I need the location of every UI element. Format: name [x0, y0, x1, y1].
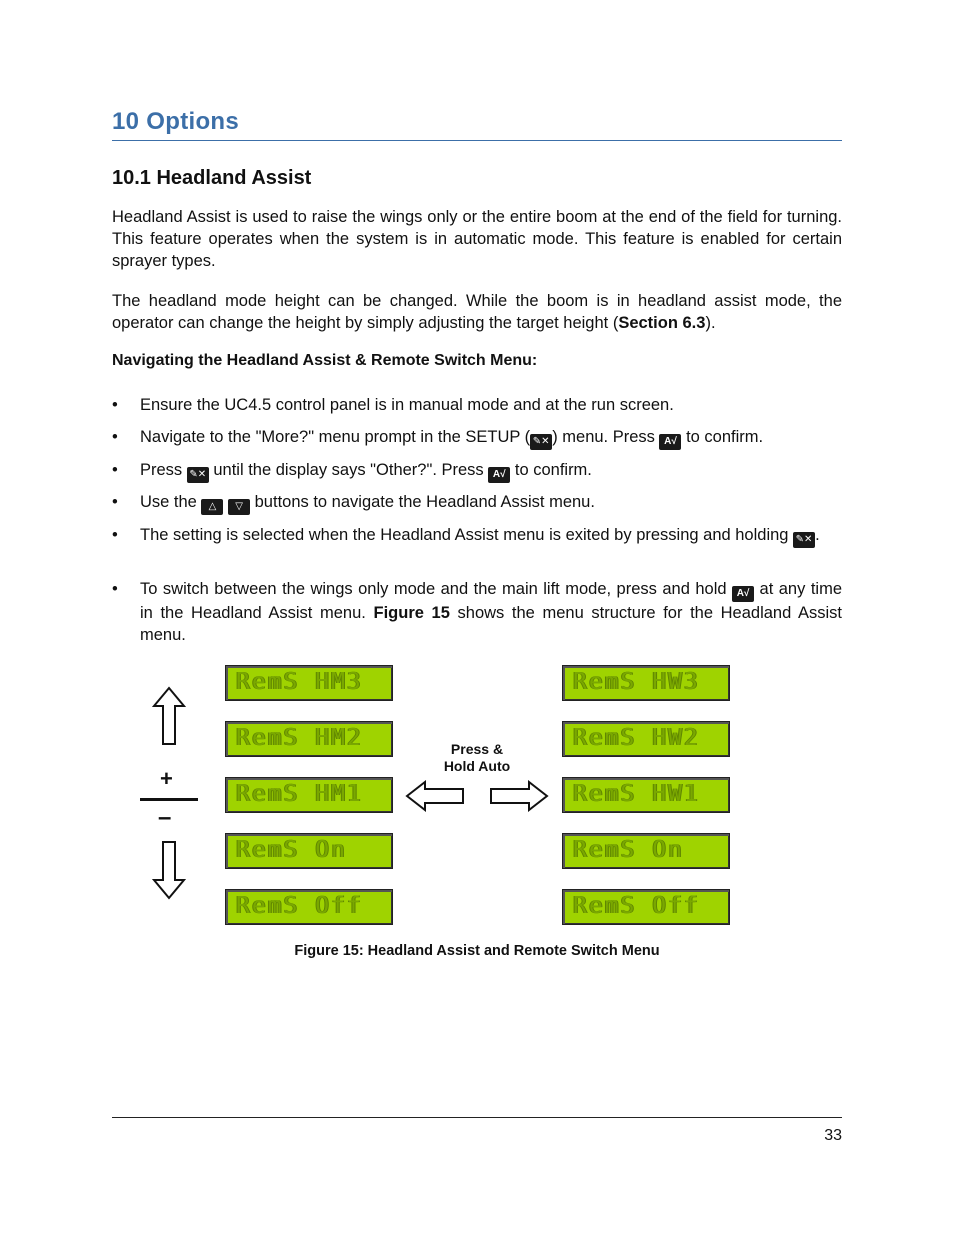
plus-label: +	[160, 766, 173, 791]
auto-confirm-icon: A√	[659, 434, 681, 450]
lcd-display-hw3	[562, 665, 730, 701]
lcd-display-hw2	[562, 721, 730, 757]
bullet-text: shows the menu structure for the Headland Assist menu.	[140, 604, 842, 644]
bullet-text: to confirm.	[510, 461, 592, 479]
minus-label: –	[158, 804, 172, 831]
bullet-text: .	[815, 526, 820, 544]
bullet-text: ) menu. Press	[552, 428, 660, 446]
lcd-text: RemS On	[573, 837, 684, 863]
bullet-text: Press	[140, 461, 187, 479]
list-item	[112, 394, 842, 416]
lcd-text: RemS HM2	[236, 725, 363, 751]
bullet-text: The setting is selected when the Headland Assist menu is exited by pressing and holding	[140, 526, 794, 544]
subsection-title: 10.1 Headland Assist	[112, 167, 312, 189]
lcd-display-hm1	[225, 777, 393, 813]
paragraph-height-text: The headland mode height can be changed. While the boom is in headland assist mode, the operator can change the height by simply adjusting the target height (	[112, 292, 842, 332]
list-item	[112, 578, 842, 646]
lcd-text: RemS On	[236, 837, 347, 863]
up-arrow-button-icon: △	[201, 499, 223, 515]
section-title: 10 Options	[112, 108, 240, 135]
page-number: 33	[824, 1127, 842, 1144]
press-hold-label	[420, 741, 534, 775]
bullet-text: at any time in the Headland Assist menu.	[140, 580, 842, 622]
navigation-subheading: Navigating the Headland Assist & Remote Switch Menu:	[112, 352, 538, 369]
down-arrow-icon	[152, 840, 186, 902]
bullet-text: Use the	[140, 493, 202, 511]
list-item	[112, 524, 842, 548]
lcd-display-hm3	[225, 665, 393, 701]
up-arrow-icon	[152, 686, 186, 748]
list-item	[112, 491, 842, 515]
lcd-text: RemS HM3	[236, 669, 363, 695]
lcd-text: RemS HM1	[236, 781, 363, 807]
right-arrow-icon	[489, 780, 549, 812]
paragraph-height-end: ).	[705, 314, 716, 332]
bullet-text: Navigate to the "More?" menu prompt in the SETUP (	[140, 428, 531, 446]
lcd-text: RemS Off	[236, 893, 363, 919]
figure-caption: Figure 15: Headland Assist and Remote Switch Menu	[294, 943, 660, 959]
lcd-display-hm2	[225, 721, 393, 757]
bullet-dot: •	[112, 526, 118, 544]
lcd-text: RemS HW1	[573, 781, 700, 807]
lcd-display-off	[562, 889, 730, 925]
footer-rule	[112, 1117, 842, 1118]
section-rule	[112, 140, 842, 141]
paragraph-intro: Headland Assist is used to raise the wings only or the entire boom at the end of the field for turning. This feature operates when the system is in automatic mode. This feature is enabled for certain sprayer types.	[112, 208, 842, 270]
wrench-x-icon: ✎✕	[530, 434, 552, 450]
bullet-dot: •	[112, 580, 118, 598]
down-arrow-button-icon: ▽	[228, 499, 250, 515]
left-arrow-icon	[405, 780, 465, 812]
bullet-text: to confirm.	[681, 428, 764, 446]
bullet-text: Ensure the UC4.5 control panel is in manual mode and at the run screen.	[140, 396, 674, 414]
bullet-dot: •	[112, 396, 118, 414]
lcd-text: RemS Off	[573, 893, 700, 919]
lcd-display-off	[225, 889, 393, 925]
bullet-text: buttons to navigate the Headland Assist menu.	[250, 493, 595, 511]
press-hold-line: Hold Auto	[443, 758, 511, 774]
list-item	[112, 426, 842, 450]
wrench-x-icon: ✎✕	[793, 532, 815, 548]
paragraph-height	[112, 290, 842, 334]
bullet-text: until the display says "Other?". Press	[208, 461, 489, 479]
figure-reference: Figure 15	[373, 604, 450, 622]
bullet-text: To switch between the wings only mode and the main lift mode, press and hold	[140, 580, 733, 598]
bullet-dot: •	[112, 428, 118, 446]
lcd-text: RemS HW3	[573, 669, 700, 695]
lcd-display-on	[562, 833, 730, 869]
lcd-text: RemS HW2	[573, 725, 700, 751]
auto-confirm-icon: A√	[488, 467, 510, 483]
press-hold-line: Press &	[450, 741, 504, 757]
bullet-dot: •	[112, 493, 118, 511]
list-item	[112, 459, 842, 483]
section-reference: Section 6.3	[618, 314, 706, 332]
lcd-display-on	[225, 833, 393, 869]
wrench-x-icon: ✎✕	[187, 467, 209, 483]
lcd-display-hw1	[562, 777, 730, 813]
divider-line	[140, 798, 198, 801]
auto-confirm-icon: A√	[732, 586, 754, 602]
bullet-dot: •	[112, 461, 118, 479]
